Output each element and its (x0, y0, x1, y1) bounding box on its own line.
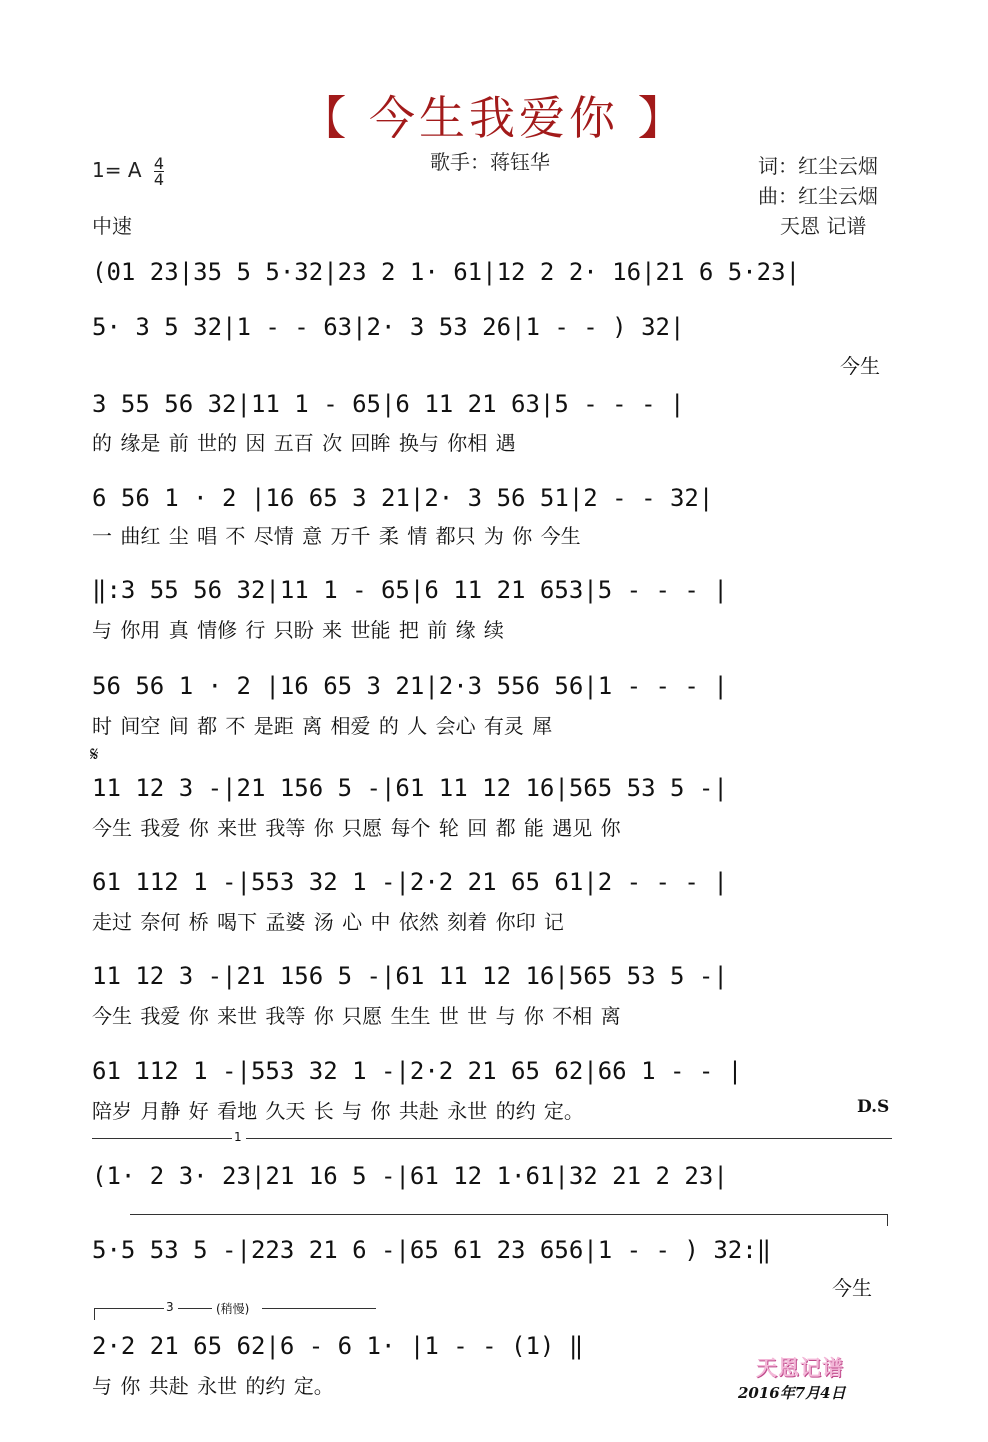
notation-row-13: 2·2 21 65 62|6 - 6 1· |1 - - (1) ‖ (92, 1332, 584, 1360)
volta-3-line-left (94, 1308, 164, 1309)
volta-1-label: 1 (234, 1130, 242, 1144)
key-label: 1= A (92, 158, 142, 182)
notation-row-5: ‖:3 55 56 32|11 1 - 65|6 11 21 653|5 - - - | (92, 576, 728, 604)
lyric-row-5: 与 你用 真 情修 行 只盼 来 世能 把 前 缘 续 (92, 618, 504, 642)
lyric-row-4: 一 曲红 尘 唱 不 尽情 意 万千 柔 情 都只 为 你 今生 (92, 524, 581, 548)
time-top: 4 (153, 154, 165, 173)
notation-row-2: 5· 3 5 32|1 - - 63|2· 3 53 26|1 - - ) 32| (92, 313, 685, 341)
lyric-row-10: 陪岁 月静 好 看地 久天 长 与 你 共赴 永世 的约 定。 (92, 1099, 584, 1123)
notation-row-6: 56 56 1 · 2 |16 65 3 21|2·3 556 56|1 - - - | (92, 672, 728, 700)
lyric-row-2: 今生 (840, 354, 880, 378)
tempo-marking: 中速 (92, 214, 132, 238)
lyric-row-6: 时 间空 间 都 不 是距 离 相爱 的 人 会心 有灵 犀 (92, 714, 553, 738)
lyric-row-13: 与 你 共赴 永世 的约 定。 (92, 1374, 334, 1398)
volta-bracket-inner (130, 1214, 888, 1215)
lyric-row-8: 走过 奈何 桥 喝下 孟婆 汤 心 中 依然 刻着 你印 记 (92, 910, 564, 934)
lyric-row-7: 今生 我爱 你 来世 我等 你 只愿 每个 轮 回 都 能 遇见 你 (92, 816, 621, 840)
volta-bracket-end (887, 1214, 888, 1226)
transcription-date: 2016年7月4日 (738, 1384, 846, 1402)
slowing-marking: (稍慢) (216, 1302, 250, 1316)
ds-marking: D.S (857, 1097, 890, 1117)
volta-3-line-right (262, 1308, 376, 1309)
notation-row-1: (01 23|35 5 5·32|23 2 1· 61|12 2 2· 16|21 6 5·23| (92, 258, 801, 286)
singer-credit: 歌手：蒋钰华 (430, 150, 550, 174)
segno-sign: 𝄋 (90, 742, 99, 766)
lyric-row-9: 今生 我爱 你 来世 我等 你 只愿 生生 世 世 与 你 不相 离 (92, 1004, 621, 1028)
composer-credit: 曲：红尘云烟 (758, 184, 878, 208)
notation-row-4: 6 56 1 · 2 |16 65 3 21|2· 3 56 51|2 - - 32| (92, 484, 714, 512)
key-signature (92, 156, 164, 187)
volta-1-line-left (92, 1138, 232, 1139)
notation-row-9: 11 12 3 -|21 156 5 -|61 11 12 16|565 53 5 -| (92, 962, 728, 990)
notation-row-7: 11 12 3 -|21 156 5 -|61 11 12 16|565 53 5 -| (92, 774, 728, 802)
time-signature (154, 156, 164, 187)
notation-row-12: 5·5 53 5 -|223 21 6 -|65 61 23 656|1 - - ) 32:‖ (92, 1236, 772, 1264)
lyricist-credit: 词：红尘云烟 (758, 154, 878, 178)
notation-row-8: 61 112 1 -|553 32 1 -|2·2 21 65 61|2 - - - | (92, 868, 728, 896)
volta-3-line-mid (178, 1308, 212, 1309)
transcriber-stamp: 天恩记谱 (756, 1355, 844, 1380)
lyric-row-3: 的 缘是 前 世的 因 五百 次 回眸 换与 你相 遇 (92, 431, 516, 455)
notation-row-3: 3 55 56 32|11 1 - 65|6 11 21 63|5 - - - | (92, 390, 685, 418)
volta-3-start (94, 1308, 95, 1320)
volta-3-label: 3 (166, 1300, 174, 1314)
time-bottom: 4 (153, 170, 165, 189)
volta-1-line-right (246, 1138, 892, 1139)
transcriber-credit: 天恩 记谱 (780, 214, 867, 238)
lyric-row-12: 今生 (832, 1276, 872, 1300)
notation-row-11: (1· 2 3· 23|21 16 5 -|61 12 1·61|32 21 2 23| (92, 1162, 728, 1190)
song-title: 【 今生我爱你 】 (300, 91, 688, 145)
notation-row-10: 61 112 1 -|553 32 1 -|2·2 21 65 62|66 1 - - | (92, 1057, 743, 1085)
